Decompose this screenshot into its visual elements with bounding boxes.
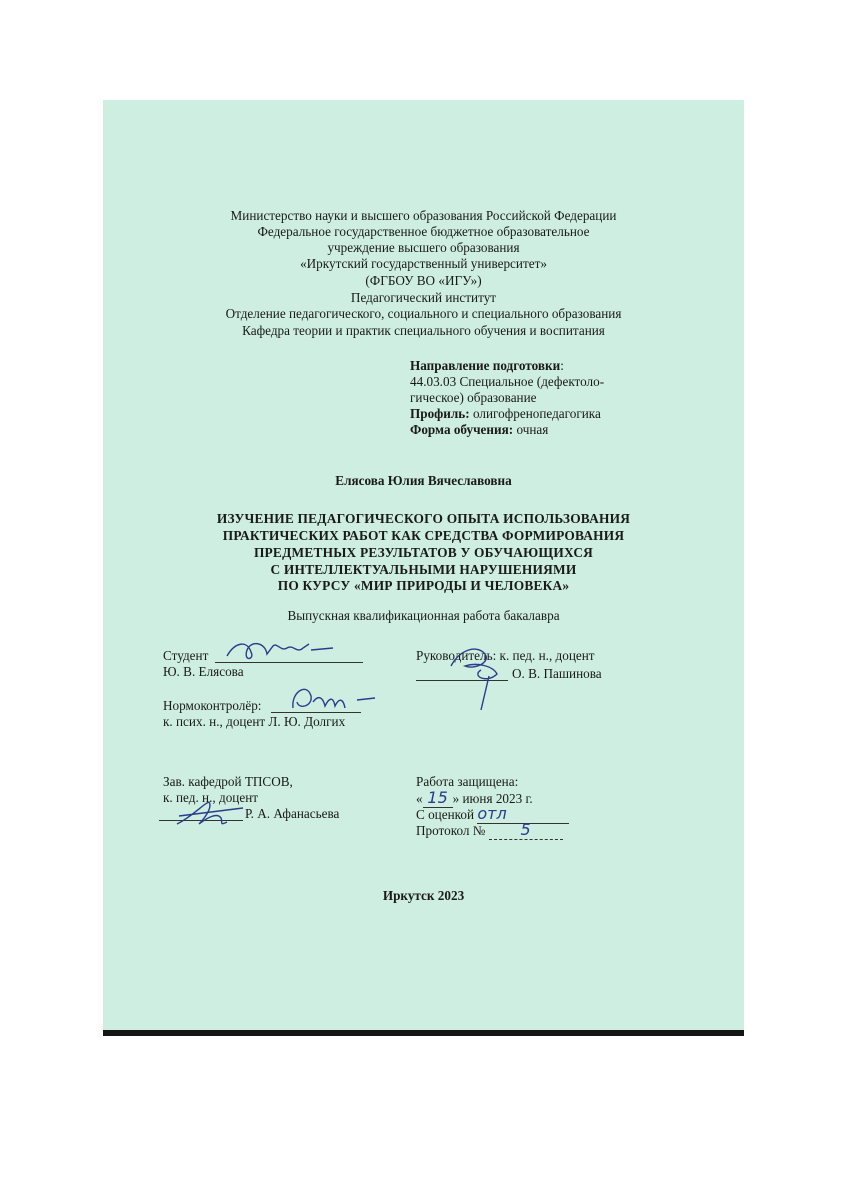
- header-line: учреждение высшего образования: [327, 240, 520, 255]
- normcontrol-label: Нормоконтролёр:: [163, 698, 262, 713]
- header-line: Кафедра теории и практик специального обучения и воспитания: [242, 323, 605, 338]
- student-label: Студент: [163, 648, 209, 663]
- title-line: С ИНТЕЛЛЕКТУАЛЬНЫМИ НАРУШЕНИЯМИ: [270, 562, 577, 577]
- header-line: «Иркутский государственный университет»: [300, 256, 547, 271]
- grade-line: С оценкой отл: [416, 806, 569, 824]
- normcontrol-name: к. псих. н., доцент Л. Ю. Долгих: [163, 714, 346, 729]
- work-type: Выпускная квалификационная работа бакалавра: [287, 608, 560, 623]
- header-line: Федеральное государственное бюджетное образовательное: [257, 224, 590, 239]
- head-name: Р. А. Афанасьева: [245, 806, 340, 821]
- study-form-line: Форма обучения: очная: [410, 422, 549, 437]
- head-label: Зав. кафедрой ТПСОВ,: [163, 774, 293, 789]
- title-line: ПО КУРСУ «МИР ПРИРОДЫ И ЧЕЛОВЕКА»: [277, 578, 570, 593]
- header-line: Отделение педагогического, социального и специального образования: [225, 306, 622, 321]
- supervisor-name: О. В. Пашинова: [512, 666, 602, 681]
- direction-value: 44.03.03 Специальное (дефектоло-: [410, 374, 605, 389]
- direction-label: Направление подготовки:: [410, 358, 564, 373]
- city-year: Иркутск 2023: [382, 888, 465, 903]
- supervisor-label: Руководитель: к. пед. н., доцент: [416, 648, 595, 663]
- header-line: Министерство науки и высшего образования Российской Федерации: [230, 208, 617, 223]
- profile-line: Профиль: олигофренопедагогика: [410, 406, 601, 421]
- head-degree: к. пед. н., доцент: [163, 790, 259, 805]
- header-line: (ФГБОУ ВО «ИГУ»): [365, 273, 482, 288]
- supervisor-signature: [441, 636, 511, 716]
- header-line: Педагогический институт: [350, 290, 497, 305]
- defended-date: « 15 » июня 2023 г.: [416, 788, 533, 807]
- title-page: [103, 100, 744, 1033]
- title-line: ИЗУЧЕНИЕ ПЕДАГОГИЧЕСКОГО ОПЫТА ИСПОЛЬЗОВАНИЯ: [216, 511, 631, 526]
- title-line: ПРАКТИЧЕСКИХ РАБОТ КАК СРЕДСТВА ФОРМИРОВАНИЯ: [222, 528, 625, 543]
- defended-label: Работа защищена:: [416, 774, 519, 789]
- title-line: ПРЕДМЕТНЫХ РЕЗУЛЬТАТОВ У ОБУЧАЮЩИХСЯ: [253, 545, 594, 560]
- scan-edge: [103, 1030, 744, 1036]
- student-name: Ю. В. Елясова: [163, 664, 244, 679]
- author-name: Елясова Юлия Вячеславовна: [335, 473, 512, 488]
- normcontrol-signature: [285, 678, 385, 718]
- protocol-line: Протокол № 5: [416, 822, 563, 840]
- student-signature: [221, 634, 341, 668]
- head-signature: [173, 794, 253, 830]
- direction-value: гическое) образование: [410, 390, 537, 405]
